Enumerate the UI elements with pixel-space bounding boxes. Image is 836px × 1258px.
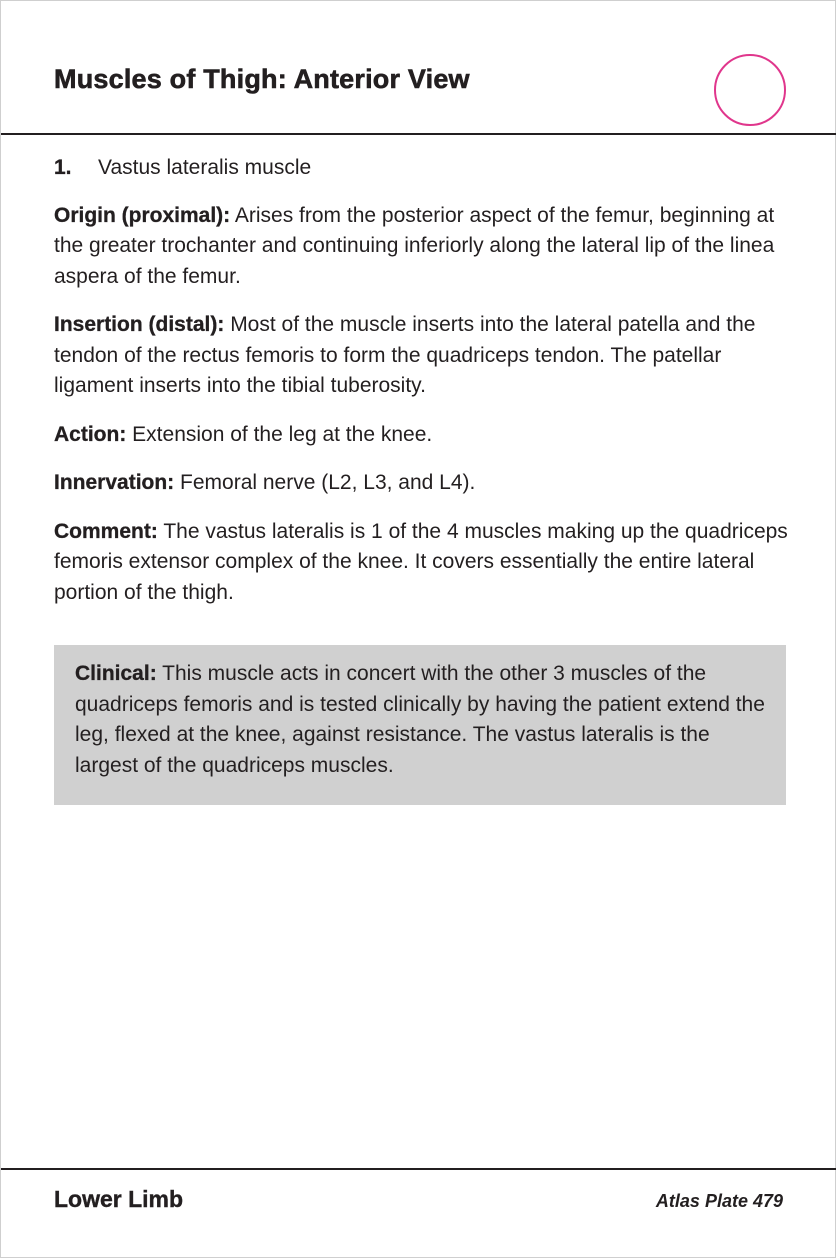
clinical-text: This muscle acts in concert with the other 3 muscles of the quadriceps femoris and is tested clinically by having the patient extend the leg, flexed at the knee, against resistance. The vastus lateralis is the largest of the quadriceps muscles. xyxy=(75,662,765,777)
innervation-paragraph xyxy=(54,468,794,499)
action-label: Action: xyxy=(54,422,127,446)
origin-label: Origin (proximal): xyxy=(54,203,231,227)
innervation-text: Femoral nerve (L2, L3, and L4). xyxy=(180,471,476,494)
action-paragraph xyxy=(54,420,794,451)
origin-text: Arises from the posterior aspect of the femur, beginning at the greater trochanter and continuing inferiorly along the lateral lip of the linea aspera of the femur. xyxy=(54,203,775,288)
clinical-label: Clinical: xyxy=(75,662,157,685)
footer-plate-reference: Atlas Plate 479 xyxy=(655,1191,783,1211)
comment-text: The vastus lateralis is 1 of the 4 muscles making up the quadriceps femoris extensor complex of the knee. It covers essentially the entire lateral portion of the thigh. xyxy=(54,519,788,604)
insertion-paragraph xyxy=(54,310,794,402)
item-number: 1. xyxy=(54,156,72,179)
footer-section-title: Lower Limb xyxy=(54,1186,184,1212)
comment-paragraph xyxy=(54,517,794,609)
header-divider xyxy=(1,133,836,135)
item-name: Vastus lateralis muscle xyxy=(98,156,312,179)
innervation-label: Innervation: xyxy=(54,471,175,494)
checkbox-circle-icon[interactable] xyxy=(714,54,786,126)
comment-label: Comment: xyxy=(54,519,158,543)
origin-paragraph xyxy=(54,201,794,293)
action-text: Extension of the leg at the knee. xyxy=(132,422,433,446)
item-heading xyxy=(54,153,794,184)
insertion-text: Most of the muscle inserts into the lateral patella and the tendon of the rectus femoris to form the quadriceps tendon. The patellar ligament inserts into the tibial tuberosity. xyxy=(54,313,756,397)
page-title: Muscles of Thigh: Anterior View xyxy=(54,64,470,94)
card-body xyxy=(54,153,794,626)
insertion-label: Insertion (distal): xyxy=(54,313,225,336)
footer-divider xyxy=(1,1168,836,1170)
clinical-box xyxy=(54,645,786,805)
